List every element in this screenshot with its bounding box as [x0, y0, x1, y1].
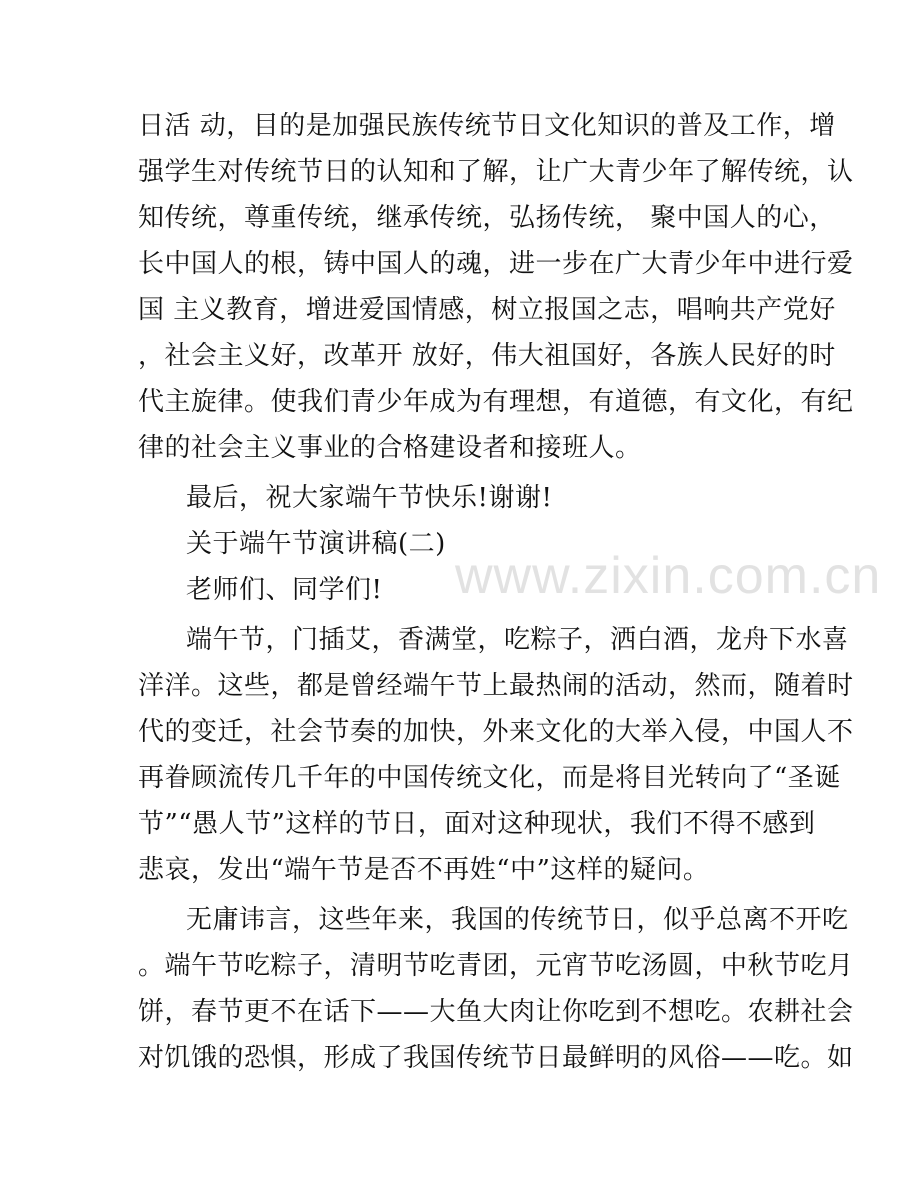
text-line: 饼，春节更不在话下——大鱼大肉让你吃到不想吃。农耕社会 [138, 997, 854, 1027]
text-line: 强学生对传统节日的认知和了解，让广大青少年了解传统，认 [138, 157, 854, 187]
text-line: 代主旋律。使我们青少年成为有理想，有道德，有文化，有纪 [138, 387, 854, 417]
text-line: 悲哀，发出“端午节是否不再姓“中”这样的疑问。 [138, 855, 710, 885]
text-line: 日活 动，目的是加强民族传统节日文化知识的普及工作，增 [138, 111, 836, 141]
text-line: 端午节，门插艾，香满堂，吃粽子，洒白酒，龙舟下水喜 [186, 625, 849, 655]
text-line: 知传统，尊重传统，继承传统，弘扬传统， 聚中国人的心， [138, 203, 836, 233]
text-line: 律的社会主义事业的合格建设者和接班人。 [138, 433, 642, 463]
text-line: 代的变迁，社会节奏的加快，外来文化的大举入侵，中国人不 [138, 717, 854, 747]
text-line: ，社会主义好，改革开 放好，伟大祖国好，各族人民好的时 [138, 341, 836, 371]
text-line: 国 主义教育，增进爱国情感，树立报国之志，唱响共产党好 [138, 295, 836, 325]
closing-line: 最后，祝大家端午节快乐!谢谢! [186, 483, 553, 513]
text-line: 洋洋。这些，都是曾经端午节上最热闹的活动，然而，随着时 [138, 671, 854, 701]
speech-title: 关于端午节演讲稿(二) [186, 529, 446, 559]
text-line: 长中国人的根，铸中国人的魂，进一步在广大青少年中进行爱 [138, 249, 854, 279]
text-line: 对饥饿的恐惧，形成了我国传统节日最鲜明的风俗——吃。如 [138, 1043, 854, 1073]
salutation: 老师们、同学们! [186, 575, 383, 605]
text-line: 无庸讳言，这些年来，我国的传统节日，似乎总离不开吃 [186, 905, 849, 935]
text-line: 节”“愚人节”这样的节日，面对这种现状，我们不得不感到 [138, 809, 816, 839]
watermark: www.zixin.com.cn [455, 547, 882, 605]
text-line: 。端午节吃粽子，清明节吃青团，元宵节吃汤圆，中秋节吃月 [138, 951, 854, 981]
text-line: 再眷顾流传几千年的中国传统文化，而是将目光转向了“圣诞 [138, 763, 841, 793]
